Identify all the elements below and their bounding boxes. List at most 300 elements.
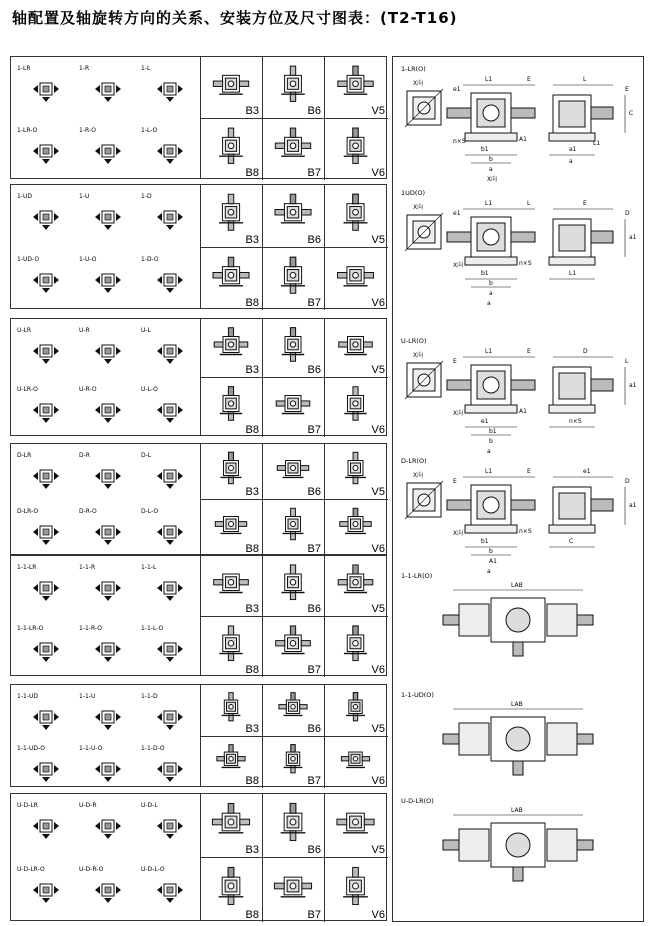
rotation-glyph [147,808,193,844]
dimension-label: L1 [485,200,493,207]
drawing-lines [405,213,443,251]
mounting-cell [201,556,263,617]
rotation-glyph [147,262,193,298]
view-label: U-LR(O) [401,337,427,345]
drawing-lines [549,477,625,547]
dimension-label: b1 [481,270,489,277]
mounting-cell [263,617,325,678]
dimension-label: L [625,358,629,365]
mounting-label: B6 [307,364,321,376]
dimension-label: A1 [519,408,527,415]
view-label: 1UD(O) [401,189,426,197]
mounting-cell [263,57,325,119]
dimension-label: e1 [481,418,489,425]
dimension-label: A1 [489,558,497,565]
mounting-cell [201,500,263,556]
mounting-label: B7 [307,167,321,179]
rotation-glyph [23,699,69,735]
rotation-glyph [147,570,193,606]
mounting-label: B7 [307,297,321,309]
mounting-drawing [203,321,259,368]
mounting-drawing [265,502,321,546]
page-title: 轴配置及轴旋转方向的关系、安装方位及尺寸图表：(T2-T16) [12,9,458,27]
dimension-label: E [625,86,629,93]
rotation-glyph [147,392,193,428]
mounting-drawing [265,380,321,427]
config-label: 1-UD-O [17,255,40,263]
mounting-cell [325,119,388,181]
mounting-drawing [327,796,384,848]
mounting-drawing [203,446,259,490]
config-section [10,184,387,309]
drawing-lines [405,481,443,519]
view-label: 1-LR(O) [401,65,426,73]
mounting-drawing [203,558,259,607]
rotation-glyph [23,262,69,298]
config-label: 1-D [141,193,152,200]
config-label: U-R [79,327,90,334]
dimension-label: a1 [569,146,577,153]
config-label: D-LR-O [17,508,39,515]
mounting-label: V6 [371,543,385,555]
dimension-label: LAB [511,807,523,814]
mounting-cell [325,858,388,922]
dimension-label: a1 [629,234,637,241]
mounting-label: B3 [245,602,259,615]
mounting-cell [201,248,263,311]
mounting-drawing [265,121,321,171]
dimension-label: n×S [519,528,532,535]
config-label: 1-D-O [141,255,159,263]
drawing-lines [447,85,535,163]
config-label: 1-1-D-O [141,744,165,752]
rotation-glyph [23,751,69,787]
dimension-label: L1 [485,348,493,355]
mounting-cell [325,444,388,500]
config-label: 1-UD [17,193,32,200]
mounting-cell [263,858,325,922]
mounting-cell [263,556,325,617]
config-label: 1-1-UD-O [17,744,46,752]
rotation-glyph [147,699,193,735]
dimension-label: X向 [413,352,424,359]
dimension-label: X向 [413,472,424,479]
mounting-cell [263,685,325,737]
config-label: 1-1-R-O [79,624,102,632]
mounting-cell [325,617,388,678]
config-label: U-L [141,327,151,334]
mounting-cell [325,319,388,378]
mounting-cell [325,685,388,737]
dimension-label: E [583,200,587,207]
config-label: 1-1-R [79,564,96,571]
rotation-glyph [23,631,69,667]
mounting-cell [201,319,263,378]
mounting-drawing [203,380,259,427]
mounting-cell [201,858,263,922]
drawing-lines [447,477,535,555]
config-section [10,56,387,179]
drawing-lines [549,209,625,279]
mounting-label: B3 [245,844,259,856]
mounting-drawing [265,619,321,668]
config-label: U-R-O [79,386,97,393]
config-section [10,793,387,921]
rotation-glyph [85,458,131,494]
rotation-glyph [147,751,193,787]
dimension-label: a [487,568,491,575]
mounting-label: B3 [245,233,259,246]
rotation-glyph [85,699,131,735]
config-section [10,318,387,436]
rotation-glyph [147,631,193,667]
mounting-drawing [327,687,384,727]
config-label: 1-1-D [141,693,158,700]
mounting-label: B3 [245,104,259,117]
rotation-glyph [147,133,193,169]
dimension-label: E [453,358,457,365]
config-label: 1-U-O [79,255,97,263]
config-label: 1-LR [17,65,31,72]
mounting-cell [263,794,325,858]
dimension-label: L1 [593,140,601,147]
config-label: U-D-L [141,802,158,809]
dimension-label: a [487,300,491,307]
drawing-lines [447,357,535,435]
dimension-label: C [629,110,634,117]
dimension-label: b1 [481,538,489,545]
drawing-lines [549,85,625,155]
rotation-glyph [23,514,69,550]
mounting-drawing [203,502,259,546]
mounting-cell [325,737,388,789]
mounting-cell [263,319,325,378]
config-label: U-D-LR-O [17,866,45,873]
dimension-label: E [527,348,531,355]
config-label: 1-L [141,65,151,72]
dimension-label: L1 [485,468,493,475]
view-label: D-LR(O) [401,457,427,465]
dimension-label: X向 [413,204,424,211]
mounting-label: B6 [307,486,321,498]
mounting-drawing [265,739,321,779]
mounting-drawing [327,250,384,301]
mounting-label: V5 [371,602,385,615]
view-label: 1-1-UD(O) [401,691,434,699]
mounting-cell [263,378,325,437]
mounting-label: B8 [245,167,259,179]
rotation-glyph [85,872,131,908]
mounting-drawing [265,860,321,912]
mounting-drawing [203,121,259,171]
mounting-cell [263,119,325,181]
mounting-drawing [327,860,384,912]
dimension-label: a1 [629,502,637,509]
rotation-diagrams [11,556,201,675]
mounting-label: B3 [245,722,259,735]
rotation-diagrams [11,685,201,786]
dimension-label: X向 [453,530,464,537]
dimension-drawings [393,57,643,921]
rotation-glyph [23,199,69,235]
dimension-label: E [527,468,531,475]
mounting-label: V6 [371,909,385,921]
config-label: U-LR [17,327,32,334]
dimension-label: e1 [453,86,461,93]
rotation-glyph [23,333,69,369]
dimension-label: b [489,438,493,445]
mounting-cell [325,57,388,119]
mounting-drawing [327,321,384,368]
rotation-diagrams [11,57,201,178]
mounting-label: B7 [307,909,321,921]
rotation-glyph [23,71,69,107]
mounting-label: B6 [307,104,321,117]
config-label: U-L-O [141,386,158,393]
drawing-lines [443,815,593,881]
mounting-label: V5 [371,233,385,246]
view-label: 1-1-LR(O) [401,572,433,580]
config-label: 1-R [79,65,90,72]
mounting-label: B6 [307,233,321,246]
mounting-label: B8 [245,909,259,921]
rotation-glyph [147,333,193,369]
rotation-glyph [85,570,131,606]
dimension-label: X向 [453,262,464,269]
config-label: D-R [79,452,90,459]
rotation-glyph [147,458,193,494]
config-label: U-D-LR [17,802,38,809]
mounting-drawing [327,446,384,490]
config-label: 1-1-L-O [141,624,164,632]
mounting-label: B7 [307,664,321,676]
dimension-label: e1 [453,210,461,217]
mounting-drawing [203,250,259,301]
rotation-glyph [85,631,131,667]
dimension-label: X向 [487,176,498,183]
dimension-label: L1 [485,76,493,83]
mounting-label: V6 [371,775,385,787]
mounting-label: B8 [245,775,259,787]
rotation-glyph [85,514,131,550]
dimension-label: A1 [519,136,527,143]
rotation-glyph [23,458,69,494]
rotation-glyph [85,333,131,369]
mounting-label: V6 [371,664,385,676]
dimension-label: LAB [511,582,523,589]
dimension-label: X向 [453,410,464,417]
dimension-label: b [489,280,493,287]
mounting-cell [263,248,325,311]
dimension-label: a [489,290,493,297]
dimension-label: a [569,158,573,165]
rotation-glyph [23,872,69,908]
mounting-drawing [203,59,259,109]
mounting-drawing [327,502,384,546]
rotation-glyph [85,133,131,169]
drawing-lines [405,361,443,399]
mounting-label: V5 [371,486,385,498]
mounting-drawing [203,687,259,727]
dimension-label: C [569,538,574,545]
dimension-label: a [487,448,491,455]
mounting-drawing [265,558,321,607]
dimension-panel [392,56,644,922]
mounting-cell [201,119,263,181]
config-section [10,555,387,676]
mounting-label: B8 [245,424,259,436]
mounting-label: B6 [307,602,321,615]
mounting-cell [201,794,263,858]
config-section [10,443,387,555]
rotation-glyph [147,71,193,107]
mounting-drawing [265,59,321,109]
dimension-label: b1 [489,428,497,435]
mounting-cell [325,556,388,617]
config-label: D-R-O [79,508,97,515]
mounting-drawing [327,121,384,171]
dimension-label: LAB [511,701,523,708]
rotation-glyph [147,199,193,235]
mounting-cell [201,57,263,119]
mounting-cell [201,617,263,678]
mounting-label: B7 [307,775,321,787]
mounting-cell [263,737,325,789]
rotation-diagrams [11,444,201,554]
mounting-cell [325,500,388,556]
mounting-drawing [203,739,259,779]
drawing-lines [447,209,535,287]
mounting-drawing [265,687,321,727]
mounting-drawing [203,860,259,912]
dimension-label: a [489,166,493,173]
config-label: 1-1-L [141,564,157,571]
config-label: D-L-O [141,508,159,515]
rotation-glyph [23,133,69,169]
mounting-label: B7 [307,543,321,555]
config-label: U-LR-O [17,386,38,393]
mounting-drawing [265,321,321,368]
mounting-drawing [327,380,384,427]
dimension-label: D [583,348,588,355]
dimension-label: b [489,156,493,163]
dimension-label: n×S [569,418,582,425]
dimension-label: n×S [519,260,532,267]
drawing-lines [443,590,593,656]
dimension-label: a1 [629,382,637,389]
drawing-lines [549,357,625,427]
mounting-label: V6 [371,167,385,179]
mounting-cell [263,185,325,248]
config-label: U-D-R [79,802,97,809]
config-label: 1-U [79,193,90,200]
rotation-glyph [85,392,131,428]
dimension-label: e1 [583,468,591,475]
config-label: 1-1-LR [17,564,37,571]
mounting-cell [201,737,263,789]
mounting-cell [201,185,263,248]
view-label: U-D-LR(O) [401,797,434,805]
rotation-diagrams [11,319,201,435]
mounting-label: V5 [371,722,385,735]
dimension-label: L1 [569,270,577,277]
config-label: D-L [141,452,152,459]
dimension-label: E [527,76,531,83]
rotation-glyph [23,808,69,844]
rotation-glyph [85,199,131,235]
config-section [10,684,387,787]
rotation-glyph [147,872,193,908]
mounting-cell [325,794,388,858]
mounting-label: V5 [371,104,385,117]
dimension-label: E [453,478,457,485]
dimension-label: X向 [413,80,424,87]
rotation-diagrams [11,185,201,308]
config-label: 1-1-U [79,693,96,700]
mounting-drawing [327,619,384,668]
config-label: 1-R-O [79,126,96,134]
mounting-drawing [265,250,321,301]
mounting-label: B6 [307,722,321,735]
mounting-cell [325,248,388,311]
rotation-glyph [85,262,131,298]
dimension-label: D [625,210,630,217]
rotation-glyph [23,392,69,428]
dimension-label: n×S [453,138,466,145]
mounting-drawing [265,446,321,490]
rotation-glyph [23,570,69,606]
mounting-drawing [327,558,384,607]
dimension-label: L [527,200,531,207]
mounting-drawing [327,739,384,779]
mounting-cell [263,444,325,500]
mounting-drawing [265,796,321,848]
rotation-diagrams [11,794,201,920]
mounting-cell [201,378,263,437]
config-label: 1-1-UD [17,693,38,700]
drawing-lines [405,89,443,127]
dimension-label: D [625,478,630,485]
mounting-label: B6 [307,844,321,856]
rotation-glyph [85,808,131,844]
mounting-cell [325,378,388,437]
mounting-label: B8 [245,664,259,676]
rotation-glyph [147,514,193,550]
mounting-label: B8 [245,543,259,555]
mounting-label: V5 [371,364,385,376]
dimension-label: L [583,76,587,83]
mounting-drawing [203,187,259,238]
mounting-label: B7 [307,424,321,436]
mounting-drawing [203,619,259,668]
dimension-label: b [489,548,493,555]
mounting-cell [201,444,263,500]
config-label: U-D-R-O [79,866,104,873]
rotation-glyph [85,71,131,107]
mounting-drawing [265,187,321,238]
mounting-label: B8 [245,297,259,309]
config-label: U-D-L-O [141,866,165,873]
mounting-label: B3 [245,486,259,498]
mounting-label: V6 [371,424,385,436]
mounting-drawing [203,796,259,848]
mounting-label: B3 [245,364,259,376]
drawing-lines [443,709,593,775]
mounting-cell [201,685,263,737]
mounting-drawing [327,59,384,109]
config-label: 1-1-LR-O [17,624,44,632]
mounting-drawing [327,187,384,238]
